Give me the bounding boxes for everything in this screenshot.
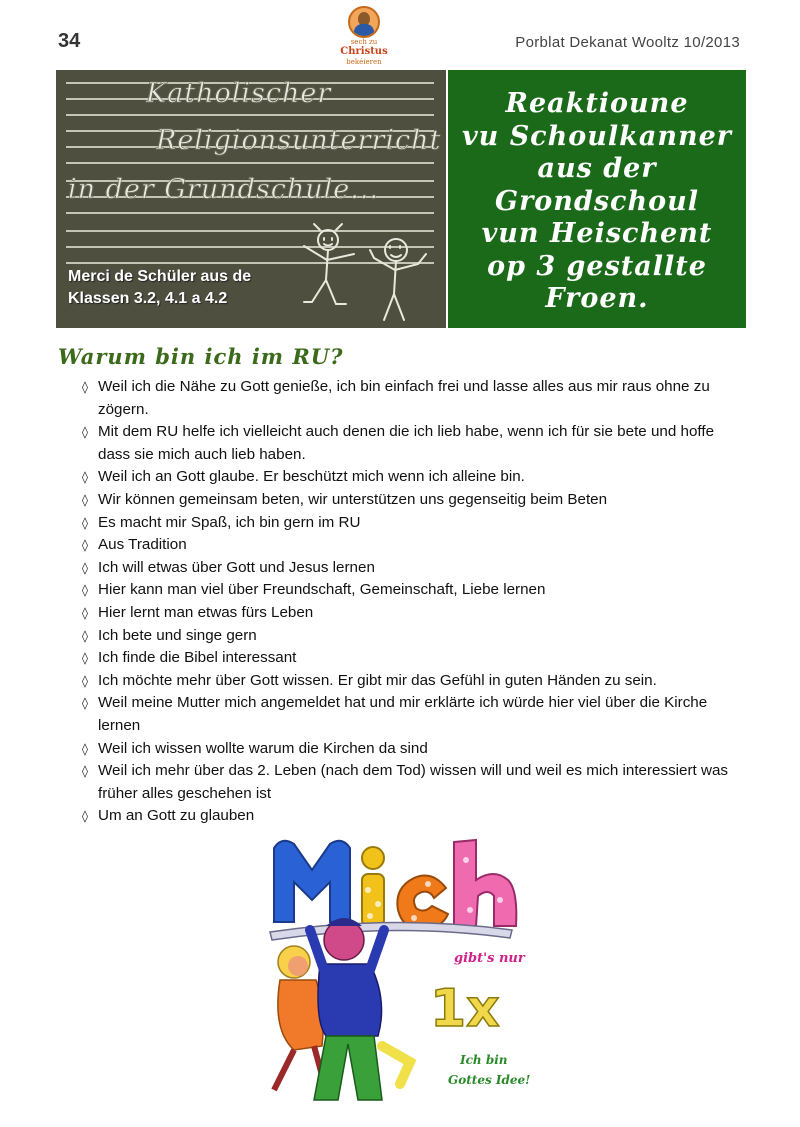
logo-portrait-icon bbox=[348, 6, 380, 38]
banner-caption bbox=[68, 266, 251, 310]
chalk-line-3: in der Grundschule... bbox=[68, 174, 380, 205]
list-item-text: Hier kann man viel über Freundschaft, Gemeinschaft, Liebe lernen bbox=[98, 581, 546, 599]
list-item-text: Weil meine Mutter mich angemeldet hat und mir erklärte ich würde hier viel über die Kirche lernen bbox=[98, 694, 708, 734]
list-item bbox=[82, 489, 742, 512]
list-item bbox=[82, 534, 742, 557]
chalk-line-1: Katholischer bbox=[146, 78, 332, 109]
list-item bbox=[82, 421, 742, 466]
list-item-text: Weil ich die Nähe zu Gott genieße, ich bin einfach frei und lasse alles aus mir raus ohne zu zögern. bbox=[98, 378, 710, 418]
headline-line-7: Froen. bbox=[545, 283, 649, 314]
headline-line-2: vu Schoulkanner bbox=[461, 120, 733, 152]
list-item-text: Um an Gott zu glauben bbox=[98, 807, 255, 825]
list-item bbox=[82, 466, 742, 489]
list-item-text: Hier lernt man etwas fürs Leben bbox=[98, 603, 314, 621]
logo-text-line2: Christus bbox=[340, 46, 388, 57]
headline-line-6: op 3 gestallte bbox=[487, 250, 707, 282]
diamond-bullet-icon: ◊ bbox=[82, 515, 88, 530]
diamond-bullet-icon: ◊ bbox=[82, 696, 88, 711]
diamond-bullet-icon: ◊ bbox=[82, 605, 88, 620]
list-item-text: Weil ich mehr über das 2. Leben (nach dem Tod) wissen will und weil es mich interessiert was früher alles geschehen ist bbox=[98, 762, 728, 802]
list-item-text: Ich finde die Bibel interessant bbox=[98, 649, 297, 667]
chalkboard-image bbox=[56, 70, 446, 328]
children-drawing bbox=[274, 918, 410, 1100]
diamond-bullet-icon: ◊ bbox=[82, 651, 88, 666]
diamond-bullet-icon: ◊ bbox=[82, 380, 88, 394]
headline-box bbox=[448, 70, 746, 328]
diamond-bullet-icon: ◊ bbox=[82, 764, 88, 779]
list-item bbox=[82, 602, 742, 625]
diamond-bullet-icon: ◊ bbox=[82, 628, 88, 643]
headline-line-4: Grondschoul bbox=[495, 185, 699, 217]
list-item bbox=[82, 512, 742, 535]
list-item bbox=[82, 647, 742, 670]
diamond-bullet-icon: ◊ bbox=[82, 809, 88, 824]
diamond-bullet-icon: ◊ bbox=[82, 492, 88, 507]
list-item-text: Wir können gemeinsam beten, wir unterstützen uns gegenseitig beim Beten bbox=[98, 490, 608, 508]
chalk-line-2: Religionsunterricht bbox=[156, 125, 442, 156]
list-item bbox=[82, 579, 742, 602]
headline-line-1: Reaktioune bbox=[505, 88, 689, 119]
list-item bbox=[82, 557, 742, 580]
list-item-text: Mit dem RU helfe ich vielleicht auch denen die ich lieb habe, wenn ich für sie bete und hoffe dass sie mich auch lieb haben. bbox=[98, 423, 715, 463]
list-item-text: Es macht mir Spaß, ich bin gern im RU bbox=[98, 513, 361, 531]
diamond-bullet-icon: ◊ bbox=[82, 673, 88, 688]
banner bbox=[56, 70, 746, 328]
list-item-text: Ich bete und singe gern bbox=[98, 626, 257, 644]
list-item bbox=[82, 376, 742, 421]
illustration-text-line1: gibt's nur bbox=[454, 951, 525, 966]
mich-illustration bbox=[254, 830, 554, 1115]
publication-title: Porblat Dekanat Wooltz 10/2013 bbox=[515, 34, 740, 51]
illustration-text-line4: Gottes Idee! bbox=[448, 1073, 531, 1087]
mich-letters bbox=[274, 840, 516, 929]
banner-caption-line1: Merci de Schüler aus de bbox=[68, 268, 252, 285]
list-item bbox=[82, 625, 742, 648]
list-item bbox=[82, 738, 742, 761]
diamond-bullet-icon: ◊ bbox=[82, 583, 88, 598]
list-item-text: Ich will etwas über Gott und Jesus lernen bbox=[98, 558, 375, 576]
diamond-bullet-icon: ◊ bbox=[82, 470, 88, 485]
reasons-list bbox=[82, 376, 742, 828]
logo-text-line3: bekéieren bbox=[346, 58, 382, 66]
page-number: 34 bbox=[58, 30, 81, 52]
list-item bbox=[82, 805, 742, 828]
list-item bbox=[82, 670, 742, 693]
banner-caption-line2: Klassen 3.2, 4.1 a 4.2 bbox=[68, 290, 228, 307]
diamond-bullet-icon: ◊ bbox=[82, 560, 88, 575]
list-item-text: Weil ich an Gott glaube. Er beschützt mich wenn ich alleine bin. bbox=[98, 468, 525, 486]
christus-logo bbox=[342, 6, 386, 64]
illustration-text-line2: 1x bbox=[430, 979, 500, 1039]
illustration-text-line3: Ich bin bbox=[460, 1053, 508, 1067]
list-item bbox=[82, 692, 742, 737]
diamond-bullet-icon: ◊ bbox=[82, 425, 88, 440]
list-item-text: Ich möchte mehr über Gott wissen. Er gibt mir das Gefühl in guten Händen zu sein. bbox=[98, 671, 657, 689]
headline-line-5: vun Heischent bbox=[481, 218, 713, 249]
list-item-text: Weil ich wissen wollte warum die Kirchen da sind bbox=[98, 739, 428, 757]
diamond-bullet-icon: ◊ bbox=[82, 741, 88, 756]
list-item bbox=[82, 760, 742, 805]
headline-text bbox=[448, 88, 746, 316]
diamond-bullet-icon: ◊ bbox=[82, 538, 88, 553]
stick-figures-drawing bbox=[296, 220, 446, 328]
section-title: Warum bin ich im RU? bbox=[58, 344, 344, 369]
logo-text-line1: sech zu bbox=[350, 38, 378, 46]
list-item-text: Aus Tradition bbox=[98, 536, 187, 554]
headline-line-3: aus der bbox=[537, 153, 657, 184]
